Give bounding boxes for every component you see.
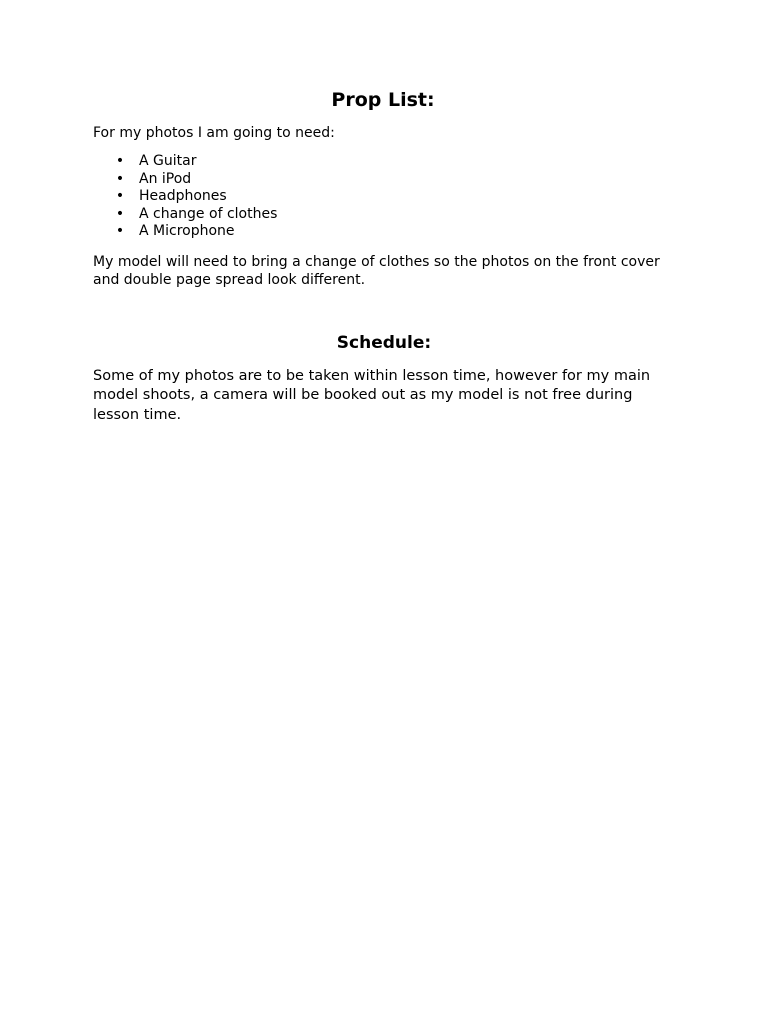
list-item-label: A Microphone (139, 223, 235, 239)
prop-list-intro: For my photos I am going to need: (93, 125, 335, 141)
prop-list (93, 153, 675, 241)
bullet-icon: • (115, 170, 125, 187)
list-item-label: A Guitar (139, 153, 197, 169)
schedule-heading: Schedule: (336, 332, 432, 353)
prop-list-note: My model will need to bring a change of clothes so the photos on the front cover and double page spread look different. (93, 253, 660, 288)
list-item (93, 223, 675, 241)
bullet-icon: • (115, 223, 125, 239)
bullet-icon: • (115, 188, 125, 204)
list-item (93, 188, 675, 206)
bullet-icon: • (115, 205, 125, 222)
list-item-label: Headphones (139, 188, 227, 204)
list-item (93, 153, 675, 171)
list-item (93, 171, 675, 189)
document-content (93, 88, 675, 425)
list-item-label: An iPod (139, 170, 192, 187)
list-item (93, 206, 675, 224)
list-item-label: A change of clothes (139, 205, 278, 222)
bullet-icon: • (115, 153, 125, 169)
schedule-body: Some of my photos are to be taken within lesson time, however for my main model shoots, a camera will be booked out as my model is not free during lesson time. (93, 367, 651, 423)
prop-list-heading: Prop List: (331, 89, 435, 111)
